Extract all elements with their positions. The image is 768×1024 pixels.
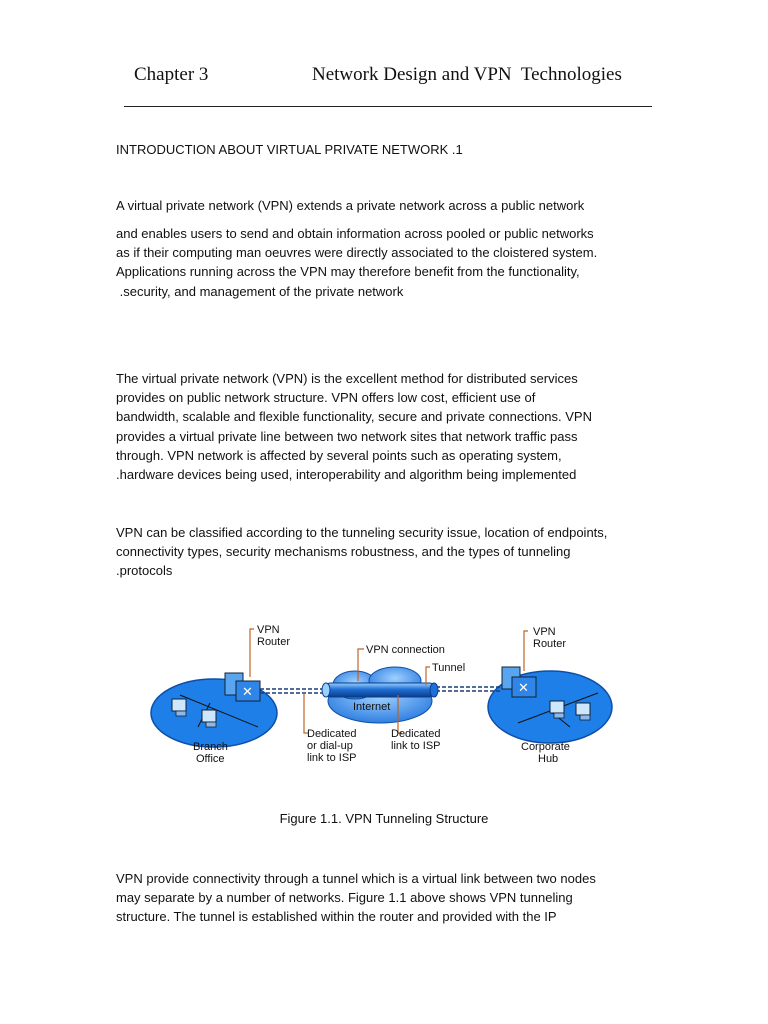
paragraph-line: Applications running across the VPN may therefore benefit from the functionality, bbox=[116, 264, 580, 280]
svg-text:✕: ✕ bbox=[518, 680, 529, 695]
left-router-label: VPN bbox=[257, 624, 280, 636]
paragraph-line: bandwidth, scalable and flexible functionality, secure and private connections. VPN bbox=[116, 409, 592, 425]
dedicated-dialup-label: link to ISP bbox=[307, 752, 357, 764]
paragraph-2 bbox=[116, 369, 676, 484]
paragraph-line: provides a virtual private line between two network sites that network traffic pass bbox=[116, 428, 578, 444]
tunnel-label: Tunnel bbox=[432, 662, 466, 674]
figure-caption-text: Figure 1.1. VPN Tunneling Structure bbox=[279, 811, 489, 826]
internet-label: Internet bbox=[353, 701, 391, 713]
branch-office-label: Office bbox=[196, 753, 225, 765]
vpn-tunneling-diagram bbox=[140, 615, 620, 775]
paragraph-line: .protocols bbox=[116, 563, 173, 579]
paragraph-line: .hardware devices being used, interoperability and algorithm being implemented bbox=[116, 467, 577, 483]
paragraph-line: through. VPN network is affected by several points such as operating system, bbox=[116, 447, 562, 463]
paragraph-line: as if their computing man oeuvres were directly associated to the cloistered system. bbox=[116, 245, 598, 261]
paragraph-line: A virtual private network (VPN) extends a private network across a public network bbox=[116, 198, 585, 213]
page-header bbox=[134, 64, 654, 94]
figure-caption bbox=[0, 811, 768, 826]
chapter-title: Network Design and VPN Technologies bbox=[312, 64, 622, 85]
vpn-connection-label: VPN connection bbox=[366, 644, 445, 656]
paragraph-line: and enables users to send and obtain information across pooled or public networks bbox=[116, 226, 594, 241]
dedicated-isp-label: link to ISP bbox=[391, 740, 441, 752]
paragraph-3 bbox=[116, 523, 676, 581]
header-rule bbox=[124, 106, 652, 107]
paragraph-line: may separate by a number of networks. Figure 1.1 above shows VPN tunneling bbox=[116, 890, 573, 906]
corporate-hub-label: Corporate bbox=[521, 741, 570, 753]
right-router-label: VPN bbox=[533, 626, 556, 638]
paragraph-line: connectivity types, security mechanisms robustness, and the types of tunneling bbox=[116, 544, 571, 560]
dedicated-dialup-label: or dial-up bbox=[307, 740, 353, 752]
paragraph-4 bbox=[116, 869, 676, 927]
dedicated-isp-label: Dedicated bbox=[391, 728, 441, 740]
paragraph-1 bbox=[116, 224, 676, 301]
paragraph-line: VPN can be classified according to the tunneling security issue, location of endpoints, bbox=[116, 525, 608, 540]
paragraph-line: The virtual private network (VPN) is the excellent method for distributed services bbox=[116, 371, 578, 386]
vpn-tunnel bbox=[322, 683, 438, 697]
left-router-label: Router bbox=[257, 636, 291, 648]
paragraph-line: VPN provide connectivity through a tunnel which is a virtual link between two nodes bbox=[116, 871, 596, 886]
paragraph-line: structure. The tunnel is established within the router and provided with the IP bbox=[116, 909, 557, 925]
svg-text:✕: ✕ bbox=[242, 684, 253, 699]
right-router-label: Router bbox=[533, 638, 567, 650]
dedicated-dialup-label: Dedicated bbox=[307, 728, 357, 740]
paragraph-1-first-line bbox=[116, 196, 676, 215]
paragraph-line: .security, and management of the private network bbox=[116, 283, 404, 299]
branch-office-label: Branch bbox=[193, 741, 228, 753]
paragraph-line: provides on public network structure. VPN offers low cost, efficient use of bbox=[116, 390, 536, 406]
chapter-number: Chapter 3 bbox=[134, 64, 209, 85]
section-heading: INTRODUCTION ABOUT VIRTUAL PRIVATE NETWORK .1 bbox=[116, 142, 463, 157]
corporate-hub-label: Hub bbox=[538, 753, 559, 765]
